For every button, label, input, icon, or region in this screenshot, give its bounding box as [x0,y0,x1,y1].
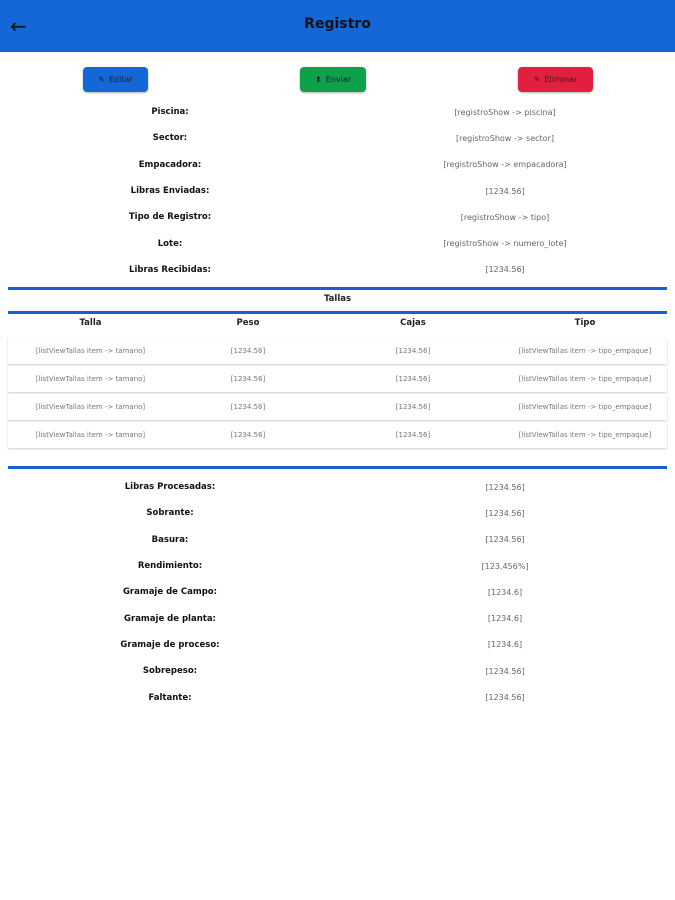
field-label: Piscina: [151,107,189,118]
field-label: Gramaje de proceso: [120,639,220,650]
field-value: [1234.6] [487,640,523,650]
info-row [0,553,675,579]
info-row [0,605,675,631]
field-value: [1234.56] [485,693,525,703]
info-row [0,152,675,178]
cajas-cell: [1234.56] [395,403,431,411]
field-label: Lote: [157,238,183,249]
peso-cell: [1234.56] [230,347,266,355]
info-row [0,527,675,553]
cajas-cell: [1234.56] [395,347,431,355]
tallas-title: Tallas [323,294,352,304]
field-value: [1234.6] [487,614,523,624]
tallas-list [8,338,667,450]
divider [8,311,667,314]
field-label: Gramaje de Campo: [122,587,218,598]
field-value: [1234.6] [487,587,523,597]
tipo-cell: [listViewTallas item -> tipo_empaque] [518,403,652,411]
peso-cell: [1234.56] [230,375,266,383]
info-row [0,632,675,658]
field-value: [123,456%] [481,561,529,571]
info-row [0,204,675,230]
pencil-icon: ✎ [533,75,541,84]
summary-section [0,474,675,711]
field-label: Tipo de Registro: [128,212,212,223]
upload-icon: ⬆ [315,75,322,84]
field-value: [registroShow -> piscina] [454,107,556,117]
field-label: Rendimiento: [137,561,203,572]
field-label: Libras Procesadas: [124,482,216,493]
tipo-cell: [listViewTallas item -> tipo_empaque] [518,375,652,383]
field-label: Sector: [152,133,188,144]
delete-button[interactable] [518,67,593,92]
app-bar [0,0,675,52]
send-label: Enviar [325,75,351,84]
table-row[interactable] [8,422,667,448]
field-value: [registroShow -> numero_lote] [443,239,567,249]
field-value: [registroShow -> tipo] [460,212,550,222]
field-label: Libras Enviadas: [130,186,210,197]
pencil-icon: ✎ [98,75,105,84]
field-value: [registroShow -> sector] [456,133,554,143]
divider [8,466,667,469]
info-row [0,178,675,204]
delete-label: Eliminar [544,75,578,84]
send-button[interactable] [300,67,366,92]
field-label: Faltante: [148,692,192,703]
tipo-cell: [listViewTallas item -> tipo_empaque] [518,347,652,355]
tallas-header [8,318,667,328]
talla-cell: [listViewTallas item -> tamano] [35,431,146,439]
tipo-cell: [listViewTallas item -> tipo_empaque] [518,431,652,439]
info-row [0,579,675,605]
field-value: [1234.56] [485,482,525,492]
cajas-cell: [1234.56] [395,375,431,383]
info-row [0,230,675,256]
field-label: Gramaje de planta: [124,613,216,624]
field-value: [1234.56] [485,666,525,676]
field-value: [registroShow -> empacadora] [443,160,567,170]
field-label: Sobrepeso: [142,666,198,677]
field-value: [1234.56] [485,265,525,275]
talla-cell: [listViewTallas item -> tamano] [35,347,146,355]
info-row [0,474,675,500]
table-row[interactable] [8,394,667,420]
page-title: Registro [304,16,371,32]
peso-cell: [1234.56] [230,403,266,411]
cajas-cell: [1234.56] [395,431,431,439]
talla-cell: [listViewTallas item -> tamano] [35,403,146,411]
field-value: [1234.56] [485,186,525,196]
info-row [0,500,675,526]
field-label: Empacadora: [138,159,202,170]
field-value: [1234.56] [485,508,525,518]
table-row[interactable] [8,366,667,392]
divider [8,287,667,290]
peso-cell: [1234.56] [230,431,266,439]
info-row [0,684,675,710]
edit-label: Editar [109,75,133,84]
info-row [0,658,675,684]
field-label: Sobrante: [146,508,194,519]
info-row [0,257,675,283]
col-peso: Peso [236,318,260,328]
col-talla: Talla [79,318,102,328]
col-cajas: Cajas [400,318,426,328]
field-value: [1234.56] [485,535,525,545]
table-row[interactable] [8,338,667,364]
info-row [0,125,675,151]
edit-button[interactable] [83,67,148,92]
back-arrow-icon[interactable]: ← [10,14,27,38]
info-section [0,99,675,283]
talla-cell: [listViewTallas item -> tamano] [35,375,146,383]
info-row [0,99,675,125]
field-label: Libras Recibidas: [129,264,211,275]
col-tipo: Tipo [574,318,596,328]
field-label: Basura: [151,534,189,545]
